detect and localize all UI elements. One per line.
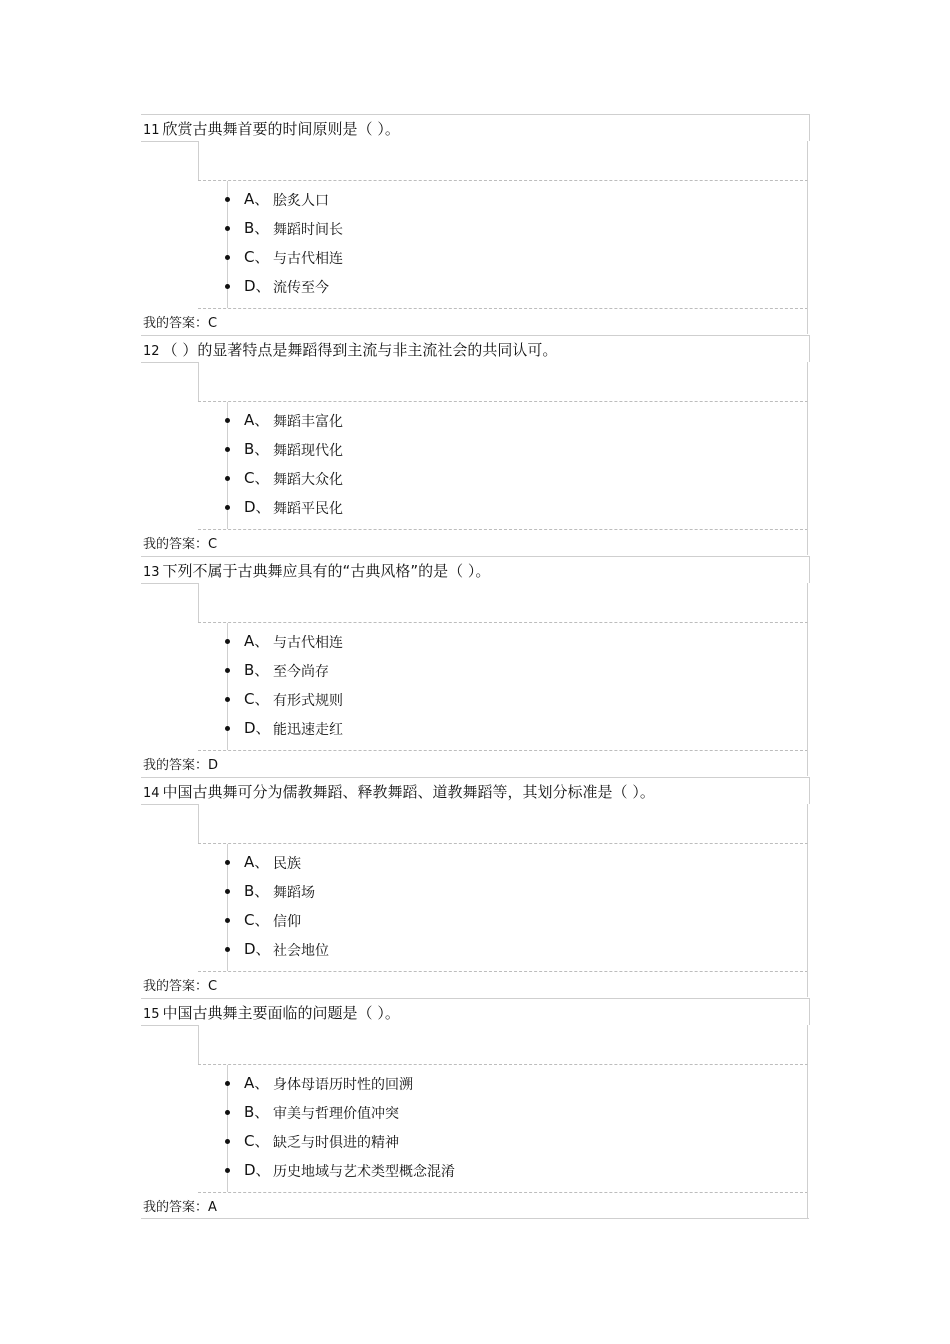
option-text: 舞蹈大众化 bbox=[273, 472, 343, 488]
quiz-list bbox=[141, 114, 809, 1219]
options-list bbox=[227, 844, 808, 971]
indent-cell bbox=[141, 804, 199, 843]
question-block bbox=[141, 335, 809, 556]
bullet-icon bbox=[225, 197, 230, 202]
option-letter: B、 bbox=[244, 440, 270, 458]
option-letter: C、 bbox=[244, 911, 270, 929]
bullet-icon bbox=[225, 860, 230, 865]
bullet-icon bbox=[225, 476, 230, 481]
option-text: 社会地位 bbox=[273, 943, 329, 959]
option-text: 历史地域与艺术类型概念混淆 bbox=[273, 1164, 455, 1180]
option-text: 舞蹈现代化 bbox=[273, 443, 343, 459]
bullet-icon bbox=[225, 889, 230, 894]
options-list bbox=[227, 402, 808, 529]
bullet-icon bbox=[225, 1168, 230, 1173]
blank-row bbox=[199, 141, 808, 180]
bullet-icon bbox=[225, 226, 230, 231]
option-letter: A、 bbox=[244, 1074, 270, 1092]
options-box bbox=[198, 1064, 808, 1193]
bullet-icon bbox=[225, 918, 230, 923]
option-text: 有形式规则 bbox=[273, 693, 343, 709]
option-text: 与古代相连 bbox=[273, 635, 343, 651]
question-text: 中国古典舞主要面临的问题是（ ）。 bbox=[162, 1004, 400, 1022]
question-block bbox=[141, 556, 809, 777]
option-letter: A、 bbox=[244, 190, 270, 208]
my-answer: 我的答案：C bbox=[143, 979, 218, 994]
option-letter: D、 bbox=[244, 498, 271, 516]
options-list bbox=[227, 181, 808, 308]
question-number: 15 bbox=[143, 1007, 160, 1022]
bullet-icon bbox=[225, 947, 230, 952]
option-letter: D、 bbox=[244, 277, 271, 295]
blank-row bbox=[199, 362, 808, 401]
question-block bbox=[141, 777, 809, 998]
question-number: 12 bbox=[143, 344, 160, 359]
option-letter: B、 bbox=[244, 219, 270, 237]
option-letter: B、 bbox=[244, 661, 270, 679]
options-box bbox=[198, 622, 808, 751]
bullet-icon bbox=[225, 668, 230, 673]
answer-cell bbox=[225, 529, 808, 555]
option-text: 脍炙人口 bbox=[273, 193, 329, 209]
options-list bbox=[227, 623, 808, 750]
question-title bbox=[141, 335, 810, 362]
question-number: 13 bbox=[143, 565, 160, 580]
question-text: 下列不属于古典舞应具有的“古典风格”的是（ ）。 bbox=[162, 562, 491, 580]
table-bottom-rule bbox=[141, 1218, 809, 1219]
question-text: 中国古典舞可分为儒教舞蹈、释教舞蹈、道教舞蹈等，其划分标准是（ ）。 bbox=[162, 783, 655, 801]
indent-cell bbox=[141, 362, 199, 401]
bullet-icon bbox=[225, 639, 230, 644]
answer-cell bbox=[225, 971, 808, 997]
blank-row bbox=[199, 804, 808, 843]
blank-row bbox=[199, 583, 808, 622]
bullet-icon bbox=[225, 726, 230, 731]
my-answer: 我的答案：A bbox=[143, 1200, 217, 1215]
question-number: 14 bbox=[143, 786, 160, 801]
option-text: 舞蹈丰富化 bbox=[273, 414, 343, 430]
question-title bbox=[141, 114, 810, 141]
option-text: 身体母语历时性的回溯 bbox=[273, 1077, 413, 1093]
option-text: 流传至今 bbox=[273, 280, 329, 296]
bullet-icon bbox=[225, 1081, 230, 1086]
options-list bbox=[227, 1065, 808, 1192]
bullet-icon bbox=[225, 1139, 230, 1144]
option-text: 至今尚存 bbox=[273, 664, 329, 680]
answer-cell bbox=[225, 1192, 808, 1218]
question-number: 11 bbox=[143, 123, 160, 138]
bullet-icon bbox=[225, 1110, 230, 1115]
indent-cell bbox=[141, 583, 199, 622]
options-box bbox=[198, 401, 808, 530]
option-letter: A、 bbox=[244, 411, 270, 429]
question-text: 欣赏古典舞首要的时间原则是（ ）。 bbox=[162, 120, 400, 138]
option-text: 与古代相连 bbox=[273, 251, 343, 267]
option-text: 民族 bbox=[273, 856, 301, 872]
question-block bbox=[141, 998, 809, 1219]
bullet-icon bbox=[225, 255, 230, 260]
question-block bbox=[141, 114, 809, 335]
bullet-icon bbox=[225, 447, 230, 452]
question-title bbox=[141, 556, 810, 583]
bullet-icon bbox=[225, 418, 230, 423]
my-answer: 我的答案：C bbox=[143, 316, 218, 331]
option-text: 审美与哲理价值冲突 bbox=[273, 1106, 399, 1122]
option-letter: A、 bbox=[244, 853, 270, 871]
option-letter: C、 bbox=[244, 248, 270, 266]
option-letter: D、 bbox=[244, 1161, 271, 1179]
answer-cell bbox=[225, 308, 808, 334]
blank-row bbox=[199, 1025, 808, 1064]
question-title bbox=[141, 777, 810, 804]
option-text: 舞蹈场 bbox=[273, 885, 315, 901]
option-text: 舞蹈时间长 bbox=[273, 222, 343, 238]
option-letter: D、 bbox=[244, 719, 271, 737]
option-text: 能迅速走红 bbox=[273, 722, 343, 738]
bullet-icon bbox=[225, 284, 230, 289]
option-letter: C、 bbox=[244, 690, 270, 708]
bullet-icon bbox=[225, 697, 230, 702]
option-letter: B、 bbox=[244, 1103, 270, 1121]
option-text: 舞蹈平民化 bbox=[273, 501, 343, 517]
answer-cell bbox=[225, 750, 808, 776]
option-text: 缺乏与时俱进的精神 bbox=[273, 1135, 399, 1151]
option-letter: C、 bbox=[244, 469, 270, 487]
question-text: （ ）的显著特点是舞蹈得到主流与非主流社会的共同认可。 bbox=[162, 341, 558, 359]
indent-cell bbox=[141, 1025, 199, 1064]
options-box bbox=[198, 180, 808, 309]
option-letter: D、 bbox=[244, 940, 271, 958]
option-letter: C、 bbox=[244, 1132, 270, 1150]
bullet-icon bbox=[225, 505, 230, 510]
option-letter: B、 bbox=[244, 882, 270, 900]
my-answer: 我的答案：D bbox=[143, 758, 219, 773]
my-answer: 我的答案：C bbox=[143, 537, 218, 552]
option-letter: A、 bbox=[244, 632, 270, 650]
indent-cell bbox=[141, 141, 199, 180]
question-title bbox=[141, 998, 810, 1025]
option-text: 信仰 bbox=[273, 914, 301, 930]
options-box bbox=[198, 843, 808, 972]
